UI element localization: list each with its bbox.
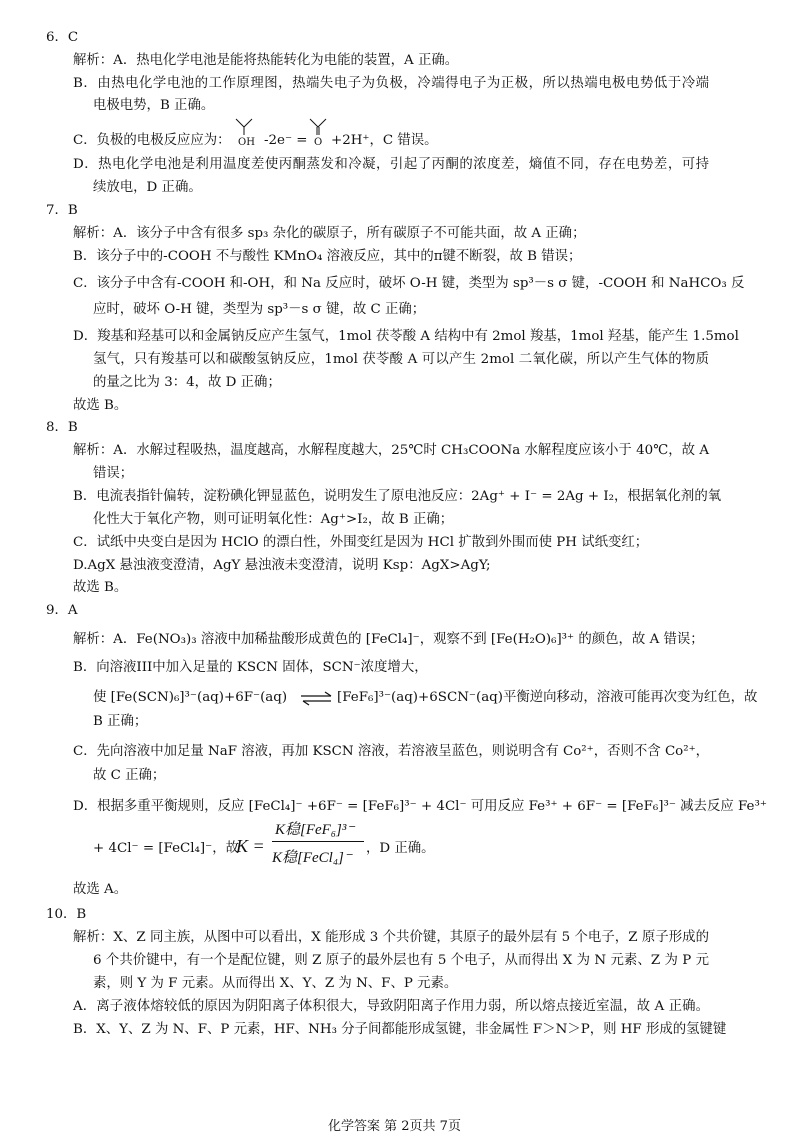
q8-line: 化性大于氧化产物，则可证明氧化性：Ag⁺>I₂，故 B 正确； <box>93 512 454 527</box>
q7-number: 7．B <box>46 203 78 218</box>
q7-line: 解析：A．该分子中含有很多 sp₃ 杂化的碳原子，所有碳原子不可能共面，故 A 正确； <box>73 226 586 241</box>
q10-line: 解析：X、Z 同主族，从图中可以看出，X 能形成 3 个共价键，其原子的最外层有 5 个电子，Z 原子形成的 <box>73 930 709 945</box>
q6-line: 续放电，D 正确。 <box>93 180 202 195</box>
fraction-numerator: K稳[FeF₆]³⁻ <box>275 822 355 838</box>
q6-line: 解析：A．热电化学电池是能将热能转化为电能的装置，A 正确。 <box>73 53 459 68</box>
q9-line: C．先向溶液中加足量 NaF 溶液，再加 KSCN 溶液，若溶液呈蓝色，则说明含有 Co²⁺，否则不含 Co²⁺， <box>73 744 710 759</box>
fraction-denominator: K稳[FeCl₄]⁻ <box>272 850 352 866</box>
q7-line: C．该分子中含有-COOH 和-OH，和 Na 反应时，破坏 O-H 键，类型为 sp³－s σ 键，-COOH 和 NaHCO₃ 反 <box>73 276 745 291</box>
q9-line-d-end: ，D 正确。 <box>366 841 435 856</box>
q9-line: 故 C 正确； <box>93 768 166 783</box>
fraction-bar <box>272 841 364 842</box>
q8-line: 错误； <box>93 466 134 481</box>
equilibrium-arrows-icon <box>299 690 335 706</box>
q9-line-d-start: + 4Cl⁻ = [FeCl₄]⁻，故 <box>93 841 240 856</box>
q6-line: B．由热电化学电池的工作原理图，热端失电子为负极，冷端得电子为正极，所以热端电极电势低于冷端 <box>73 76 709 91</box>
q8-line: 解析：A．水解过程吸热，温度越高，水解程度越大，25℃时 CH₃COONa 水解程度应该小于 40℃，故 A <box>73 443 709 458</box>
q10-number: 10．B <box>46 907 87 922</box>
hydroxyl-label: OH <box>238 137 255 148</box>
q10-line: B．X、Y、Z 为 N、F、P 元素，HF、NH₃ 分子间都能形成氢键，非金属性 F＞N＞P，则 HF 形成的氢键键 <box>73 1022 727 1037</box>
q8-line: D.AgX 悬浊液变澄清，AgY 悬浊液未变澄清，说明 Ksp：AgX>AgY; <box>73 558 491 573</box>
q6-line-c <box>73 131 231 151</box>
q10-line: A．离子液体熔较低的原因为阴阳离子体积很大，导致阴阳离子作用力弱，所以熔点接近室温，故 A 正确。 <box>73 999 709 1014</box>
q8-number: 8．B <box>46 420 78 435</box>
oxygen-label: O <box>314 137 323 148</box>
q7-line: B．该分子中的-COOH 不与酸性 KMnO₄ 溶液反应，其中的π键不断裂，故 B 错误； <box>73 249 582 264</box>
q6-number: 6．C <box>46 30 79 45</box>
q6-c-suffix: +2H⁺，C 错误。 <box>331 133 438 148</box>
page-footer: 化学答案 第 2页共 7页 <box>328 1119 461 1134</box>
q7-line: 氢气，只有羧基可以和碳酸氢钠反应，1mol 茯苓酸 A 可以产生 2mol 二氧化碳，所以产生气体的物质 <box>93 352 709 367</box>
q7-line: 故选 B。 <box>73 398 128 413</box>
q7-line: 应时，破坏 O-H 键，类型为 sp³－s σ 键，故 C 正确； <box>93 302 426 317</box>
q9-number: 9．A <box>46 603 78 618</box>
q10-line: 素，则 Y 为 F 元素。从而得出 X、Y、Z 为 N、F、P 元素。 <box>93 976 458 991</box>
q7-line: 的量之比为 3：4，故 D 正确； <box>93 375 281 390</box>
q9-line: 解析：A．Fe(NO₃)₃ 溶液中加稀盐酸形成黄色的 [FeCl₄]⁻，观察不到 [Fe(H₂O)₆]³⁺ 的颜色，故 A 错误； <box>73 632 704 647</box>
q10-line: 6 个共价键中，有一个是配位键，则 Z 原子的最外层也有 5 个电子，从而得出 X 为 N 元素、Z 为 P 元 <box>93 953 709 968</box>
q6-c-electrons: -2e⁻ = <box>264 133 308 148</box>
equilibrium-constant-symbol: K = <box>236 836 265 856</box>
q9-line: B 正确； <box>93 714 148 729</box>
q7-line: D．羧基和羟基可以和金属钠反应产生氢气，1mol 茯苓酸 A 结构中有 2mol 羧基，1mol 羟基，能产生 1.5mol <box>73 329 739 344</box>
q9-line-b-end: [FeF₆]³⁻(aq)+6SCN⁻(aq)平衡逆向移动，溶液可能再次变为红色，故 <box>337 690 758 705</box>
q9-line: B．向溶液III中加入足量的 KSCN 固体，SCN⁻浓度增大， <box>73 660 428 675</box>
q8-line: B．电流表指针偏转，淀粉碘化钾显蓝色，说明发生了原电池反应：2Ag⁺ + I⁻ = 2Ag + I₂，根据氧化剂的氧 <box>73 489 722 504</box>
q6-line: 电极电势，B 正确。 <box>93 98 215 113</box>
q8-line: C．试纸中央变白是因为 HClO 的漂白性，外围变红是因为 HCl 扩散到外围而使 PH 试纸变红； <box>73 535 649 550</box>
q6-c-prefix: C．负极的电极反应应为： <box>73 133 231 148</box>
q8-line: 故选 B。 <box>73 580 128 595</box>
q9-line: D．根据多重平衡规则，反应 [FeCl₄]⁻ +6F⁻ = [FeF₆]³⁻ + 4Cl⁻ 可用反应 Fe³⁺ + 6F⁻ = [FeF₆]³⁻ 减去反应 Fe³⁺ <box>73 799 767 814</box>
q9-line-b-start: 使 [Fe(SCN)₆]³⁻(aq)+6F⁻(aq) <box>93 690 288 705</box>
q9-line: 故选 A。 <box>73 882 128 897</box>
q6-line: D．热电化学电池是利用温度差使丙酮蒸发和冷凝，引起了丙酮的浓度差，熵值不同，存在电势差，可持 <box>73 157 709 172</box>
